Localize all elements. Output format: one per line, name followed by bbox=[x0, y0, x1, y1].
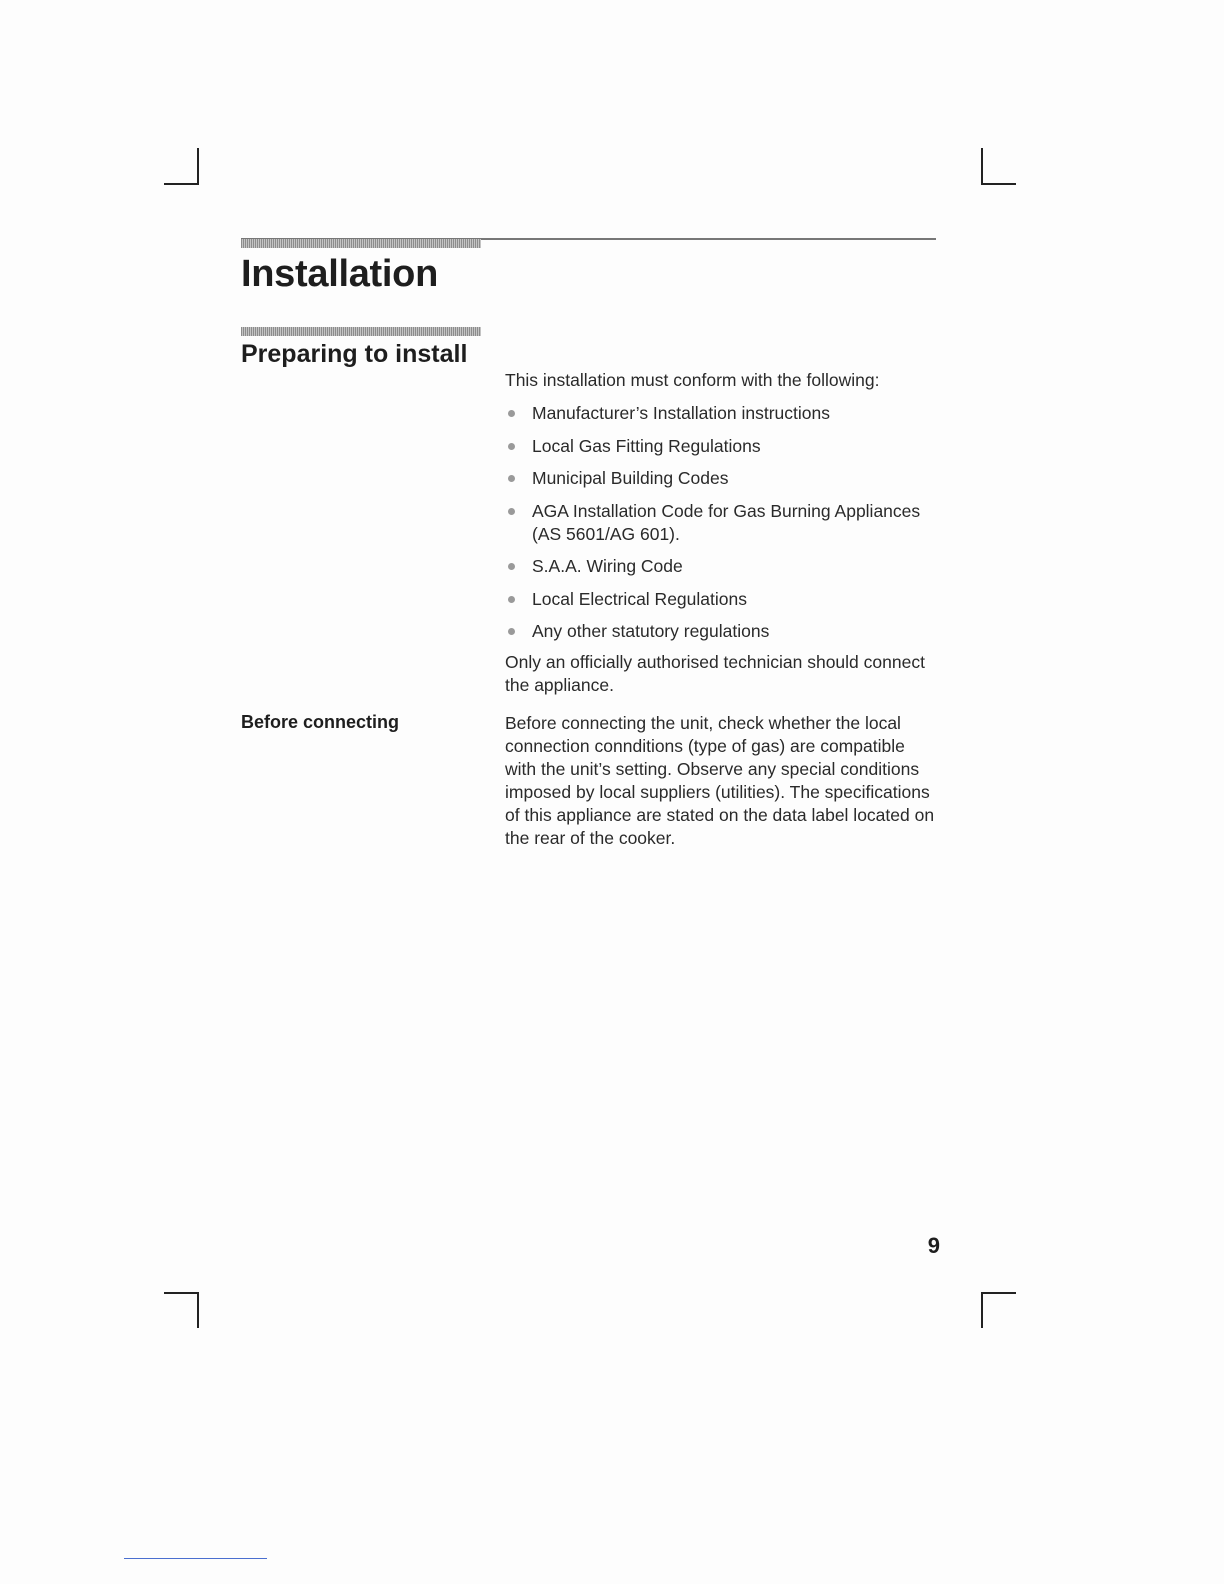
list-item-text: Manufacturer’s Installation instructions bbox=[532, 403, 830, 423]
bullet-icon bbox=[508, 410, 515, 417]
section-hatch-bar bbox=[241, 327, 481, 336]
list-item bbox=[505, 588, 940, 611]
list-item bbox=[505, 555, 940, 578]
list-item-text: AGA Installation Code for Gas Burning Appliances (AS 5601/AG 601). bbox=[532, 500, 921, 544]
list-item bbox=[505, 467, 940, 490]
list-item bbox=[505, 402, 940, 425]
crop-mark-bottom-left-horizontal bbox=[164, 1292, 199, 1294]
bullet-icon bbox=[508, 508, 515, 515]
crop-mark-top-right-horizontal bbox=[981, 183, 1016, 185]
list-item-text: Any other statutory regulations bbox=[532, 621, 770, 641]
list-item-text: Local Gas Fitting Regulations bbox=[532, 435, 761, 456]
list-item bbox=[505, 620, 940, 643]
section-title: Preparing to install bbox=[241, 340, 468, 368]
title-hatch-bar bbox=[241, 239, 481, 248]
bullet-icon bbox=[508, 475, 515, 482]
bullet-icon bbox=[508, 596, 515, 603]
page-number: 9 bbox=[927, 1233, 940, 1258]
crop-mark-bottom-right-horizontal bbox=[981, 1292, 1016, 1294]
page-title: Installation bbox=[241, 253, 438, 295]
crop-mark-top-left-vertical bbox=[197, 148, 199, 185]
bullet-icon bbox=[508, 443, 515, 450]
before-connecting-heading: Before connecting bbox=[241, 712, 400, 732]
before-connecting-text: Before connecting the unit, check whether the local connection connditions (type of gas) are compatible with the unit’s setting. Observe any special conditions imposed by local suppliers (utilities). The specifications of this appliance are stated on the data label located on the rear of the cooker. bbox=[505, 713, 935, 848]
crop-mark-top-left-horizontal bbox=[164, 183, 199, 185]
list-item-text: S.A.A. Wiring Code bbox=[532, 556, 683, 576]
list-item bbox=[505, 500, 940, 546]
crop-mark-bottom-left-vertical bbox=[197, 1292, 199, 1328]
crop-mark-top-right-vertical bbox=[981, 148, 983, 185]
list-item-text: Local Electrical Regulations bbox=[532, 588, 747, 609]
bullet-icon bbox=[508, 563, 515, 570]
bullet-icon bbox=[508, 628, 515, 635]
technician-note: Only an officially authorised technician should connect the appliance. bbox=[505, 652, 925, 695]
bottom-underline bbox=[124, 1558, 267, 1559]
requirements-list bbox=[505, 402, 940, 653]
crop-mark-bottom-right-vertical bbox=[981, 1292, 983, 1328]
list-item-text: Municipal Building Codes bbox=[532, 468, 729, 488]
list-item bbox=[505, 435, 940, 458]
intro-text: This installation must conform with the following: bbox=[505, 370, 880, 390]
